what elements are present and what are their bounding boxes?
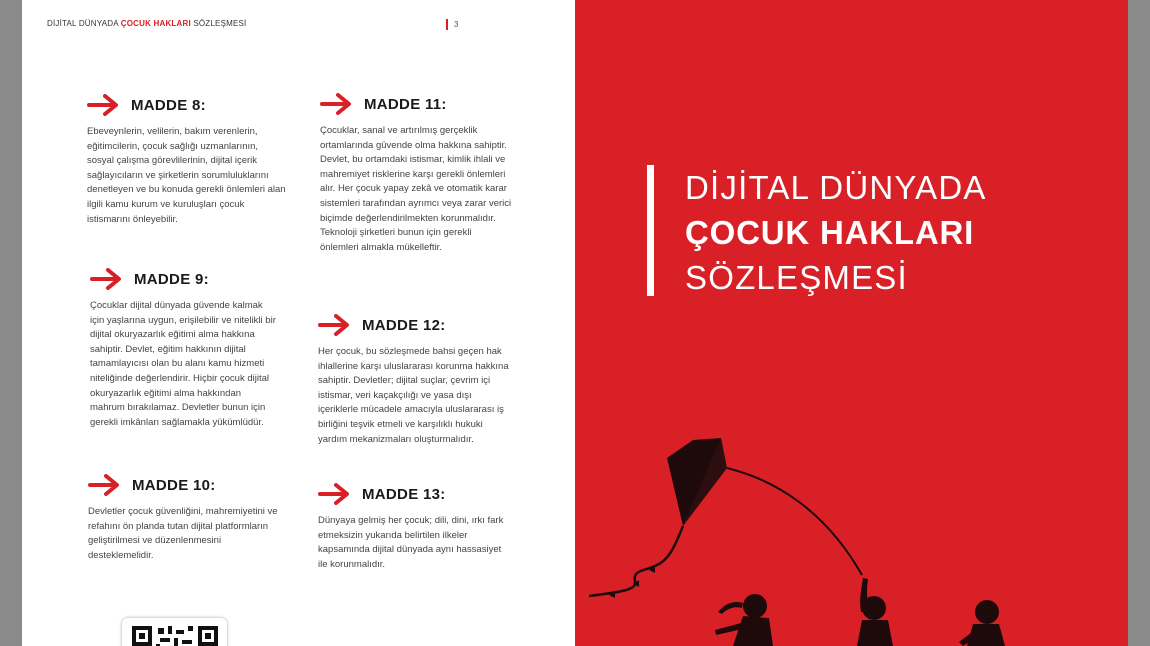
article-11 xyxy=(320,91,512,255)
article-body: Ebeveynlerin, velilerin, bakım verenlerin, eğitimcilerin, çocuk sağlığı uzmanlarının, sosyal çalışma görevlilerinin, dijital içerik sağlayıcıların ve şirketlerin sorumluluklarını denetleyen ve bu konuda gerekli önlemleri alan ilgili kamu kurum ve kuruluşları çocuk istismarını önleyebilir. xyxy=(87,126,286,225)
page-number: 3 xyxy=(446,19,458,30)
running-header xyxy=(47,19,246,28)
left-page xyxy=(22,0,575,646)
article-body: Devletler çocuk güvenliğini, mahremiyetini ve refahını ön planda tutan dijital platformların geliştirilmesi ve düzenlenmesini desteklemelidir. xyxy=(88,506,278,561)
article-12 xyxy=(318,312,510,447)
article-body: Her çocuk, bu sözleşmede bahsi geçen hak ihlallerine karşı uluslararası korunma hakkına sahiptir. Devletler; dijital suçlar, çevrim içi istismar, veri kaçakçılığı ve yasa dışı içeriklerle mücadele amacıyla uluslararası iş birliğini teşvik etmeli ve karşılıklı hukuki yardım mekanizmaları oluşturmalıdır. xyxy=(318,346,509,445)
article-title: MADDE 9: xyxy=(134,270,209,288)
arrow-right-icon xyxy=(318,314,352,336)
article-heading xyxy=(88,472,278,498)
article-body: Dünyaya gelmiş her çocuk; dili, dini, ırkı fark etmeksizin yukarıda belirtilen ilkeler kapsamında dijital dünyada aynı hassasiyet ile korunmalıdır. xyxy=(318,515,504,570)
article-title: MADDE 13: xyxy=(362,485,446,503)
article-title: MADDE 10: xyxy=(132,476,216,494)
children-silhouette xyxy=(715,578,1005,646)
article-heading xyxy=(90,266,276,292)
header-suffix: SÖZLEŞMESİ xyxy=(193,19,247,28)
article-10 xyxy=(88,472,278,563)
cover-title-line3: SÖZLEŞMESİ xyxy=(685,259,908,296)
cover-title-line2: ÇOCUK HAKLARI xyxy=(685,214,975,251)
header-highlight: ÇOCUK HAKLARI xyxy=(120,19,191,28)
article-heading xyxy=(87,92,287,118)
qr-code-icon xyxy=(132,626,218,646)
kite-icon xyxy=(589,438,862,598)
qr-code[interactable] xyxy=(122,618,227,646)
article-heading xyxy=(320,91,512,117)
header-prefix: DİJİTAL DÜNYADA xyxy=(47,19,119,28)
kite-children-illustration xyxy=(575,0,1128,646)
cover-title-line1: DİJİTAL DÜNYADA xyxy=(685,169,987,206)
arrow-right-icon xyxy=(87,94,121,116)
article-13 xyxy=(318,481,510,572)
arrow-right-icon xyxy=(320,93,354,115)
article-title: MADDE 11: xyxy=(364,95,447,113)
article-body: Çocuklar dijital dünyada güvende kalmak için yaşlarına uygun, erişilebilir ve nitelikli bir dijital okuryazarlık eğitimi alma hakkına sahiptir. Devlet, eğitim hakkının dijital tamamlayıcısı olan bu alanı kamu hizmeti niteliğinde değerlendirir. Hiçbir çocuk dijital okuryazarlık eğitimi alma hakkından mahrum bırakılamaz. Devletler bunun için gerekli imkânları sağlamakla yükümlüdür. xyxy=(90,300,276,428)
article-8 xyxy=(87,92,287,227)
article-title: MADDE 8: xyxy=(131,96,206,114)
arrow-right-icon xyxy=(88,474,122,496)
article-heading xyxy=(318,312,510,338)
arrow-right-icon xyxy=(318,483,352,505)
article-title: MADDE 12: xyxy=(362,316,446,334)
article-9 xyxy=(90,266,276,430)
article-body: Çocuklar, sanal ve artırılmış gerçeklik ortamlarında güvende olma hakkına sahiptir. Devlet, bu ortamdaki istismar, kimlik ihlali ve mahremiyet risklerine karşı gerekli önlemleri alır. Her çocuk yapay zekâ ve otomatik karar sistemleri tarafından ayrımcı veya zarar verici biçimde değerlendirilmekten korunmalıdır. Teknoloji şirketleri bunun için gerekli önlemleri almakla mükelleftir. xyxy=(320,125,512,253)
cover-page xyxy=(575,0,1128,646)
arrow-right-icon xyxy=(90,268,124,290)
article-heading xyxy=(318,481,510,507)
